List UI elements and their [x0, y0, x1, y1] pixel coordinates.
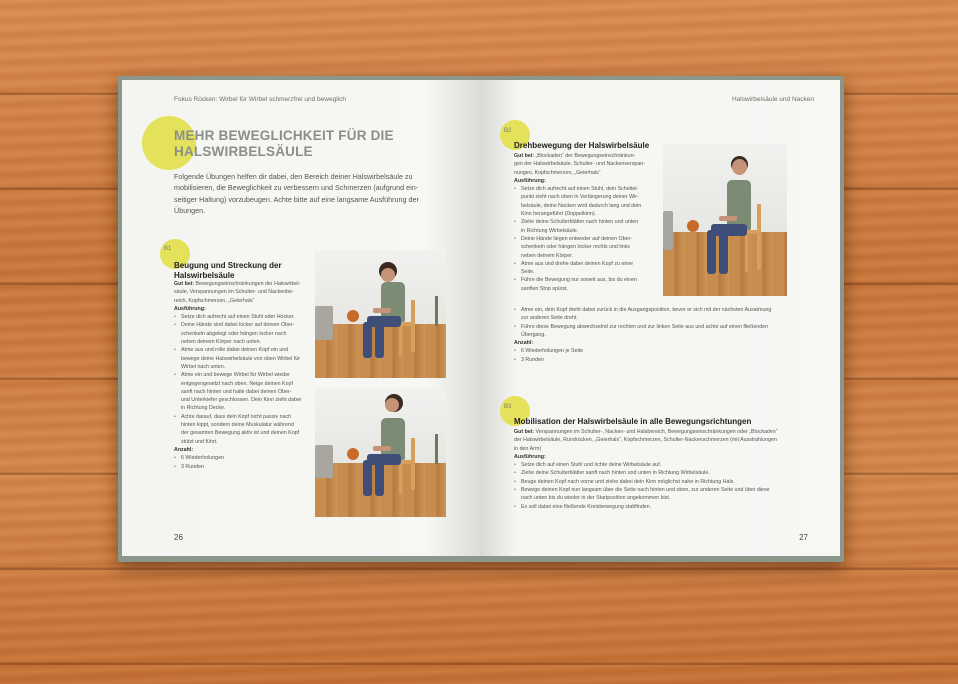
- page-number-left: 26: [174, 533, 183, 542]
- intro-text: Folgende Übungen helfen dir dabei, den Bereich deiner Halswirbelsäule zu mobilisieren, die Beweglichkeit zu verbessern und Schmerzen (aufgrund ein- seitiger Haltung) vorzubeugen. Achte bitte auf eine langsame Ausführung der Übungen.: [174, 172, 419, 215]
- list-item: • 6 Wiederholungen: [174, 454, 310, 462]
- list-item: • 3 Runden: [174, 463, 310, 471]
- list-item: • Führe die Bewegung nur soweit aus, bis du einen sanften Stop spürst.: [514, 276, 656, 293]
- list-item: • Ziehe deine Schulterblätter nach hinten und unten in Richtung Wirbelsäule.: [514, 218, 656, 235]
- exercise-photo-forward: [315, 250, 446, 378]
- list-item: • Setze dich auf einen Stuhl und richte deine Wirbelsäule auf.: [514, 461, 824, 469]
- list-item: • Beuge deinen Kopf nach vorne und ziehe dabei dein Kinn möglichst nahe in Richtung Hals.: [514, 478, 824, 486]
- list-item: • Atme aus und rolle dabei deinen Kopf ein und bewege deine Halswirbelsäule von oben Wirbel für Wirbel nach unten.: [174, 346, 310, 371]
- left-page: [122, 80, 480, 556]
- exercise-photo-backward: [315, 388, 446, 517]
- exercise-number: B2: [504, 128, 512, 134]
- running-head-right: Halswirbelsäule und Nacken: [731, 96, 814, 103]
- page-number-right: 27: [799, 533, 808, 542]
- exercise-body: Gut bei: Bewegungseinschränkungen der Halswirbel- säule, Verspannungen im Schulter- und Nackenbe- reich, Kopfschmerzen, „Geierhals“ Ausführung: • Setze dich aufrecht auf einen Stuhl oder Hocker. • Deine Hände sind dabei locker auf deinen Ober- schenkeln abgelegt oder hängen locker nach neben deinem Körper nach unten. • Atme aus und rolle dabei deinen Kopf ein und bewege deine Halswirbelsäule von oben Wirbel für Wirbel nach unten. • Atme ein und bewege Wirbel für Wirbel wieder entgegengesetzt nach oben. Neige deinen Kopf sanft nach hinten und halte dabei deinen Ober- und Unterkiefer geschlossen. Dein Kinn zieht dabei in Richtung Decke. • Achte darauf, dass dein Kopf nicht passiv nach hinten kippt, sondern deine Muskulatur während der gesamten Bewegung aktiv ist und deinen Kopf stützt und führt. Anzahl: • 6 Wiederholungen • 3 Runden: [174, 280, 310, 471]
- exercise-photo-rotation: [663, 144, 787, 296]
- list-item: • Achte darauf, dass dein Kopf nicht passiv nach hinten kippt, sondern deine Muskulatur während der gesamten Bewegung aktiv ist und deinen Kopf stützt und führt.: [174, 413, 310, 446]
- list-item: • Ziehe deine Schulterblätter sanft nach hinten und unten in Richtung Wirbelsäule.: [514, 469, 824, 477]
- exercise-body-continued: • Atme ein, dein Kopf dreht dabei zurück in die Ausgangsposition, bevor er sich mit der nächsten Ausatmung zur anderen Seite dreht. • Führe diese Bewegung abwechselnd zur rechten und zur linken Seite aus und achte auf einen fließenden Übergang. Anzahl: • 6 Wiederholungen je Seite • 3 Runden: [514, 306, 814, 364]
- exercise-title: Drehbewegung der Halswirbelsäule: [514, 141, 650, 150]
- list-item: • Deine Hände liegen entweder auf deinen Ober- schenkeln oder hängen locker rechts und links neben deinem Körper.: [514, 235, 656, 260]
- list-item: • Es soll dabei eine fließende Kreisbewegung stattfinden.: [514, 503, 824, 511]
- list-item: • Führe diese Bewegung abwechselnd zur rechten und zur linken Seite aus und achte auf einen fließenden Übergang.: [514, 323, 814, 340]
- list-item: • Atme ein und bewege Wirbel für Wirbel wieder entgegengesetzt nach oben. Neige deinen Kopf sanft nach hinten und halte dabei deinen Ober- und Unterkiefer geschlossen. Dein Kinn zieht dabei in Richtung Decke.: [174, 371, 310, 412]
- list-item: • 3 Runden: [514, 356, 814, 364]
- list-item: • Deine Hände sind dabei locker auf deinen Ober- schenkeln abgelegt oder hängen locker nach neben deinem Körper nach unten.: [174, 321, 310, 346]
- exercise-body: Gut bei: Verspannungen im Schulter-, Nacken- und Halsbereich, Bewegungseinschränkungen oder „Blockaden“ der Halswirbelsäule, Rundrücken, „Geierhals“, Kopfschmerzen, Schulter-Nackenschmerzen (mit Ausstrahlungen in den Arm) Ausführung: • Setze dich auf einen Stuhl und richte deine Wirbelsäule auf. • Ziehe deine Schulterblätter sanft nach hinten und unten in Richtung Wirbelsäule. • Beuge deinen Kopf nach vorne und ziehe dabei dein Kinn möglichst nahe in Richtung Hals. • Bewege deinen Kopf nun langsam über die Seite nach hinten und oben, zur anderen Seite und über diese nach unten bis du wieder in der Startposition angekommen bist. • Es soll dabei eine fließende Kreisbewegung stattfinden.: [514, 428, 824, 511]
- list-item: • 6 Wiederholungen je Seite: [514, 347, 814, 355]
- exercise-body: Gut bei: „Blockaden“ der Bewegungseinschränkun- gen der Halswirbelsäule, Schulter- und Nackenverspan- nungen, Kopfschmerzen, „Geierhals“ Ausführung: • Setze dich aufrecht auf einen Stuhl, dein Scheitel- punkt zieht nach oben in Verlängerung deiner Wir- belsäule, deine Nacken wird dadurch lang und dein Kinn herangeführt (Doppelkinn). • Ziehe deine Schulterblätter nach hinten und unten in Richtung Wirbelsäule. • Deine Hände liegen entweder auf deinen Ober- schenkeln oder hängen locker rechts und links neben deinem Körper. • Atme aus und drehe dabei deinen Kopf zu einer Seite. • Führe die Bewegung nur soweit aus, bis du einen sanften Stop spürst.: [514, 152, 656, 293]
- list-item: • Atme ein, dein Kopf dreht dabei zurück in die Ausgangsposition, bevor er sich mit der nächsten Ausatmung zur anderen Seite dreht.: [514, 306, 814, 323]
- exercise-number: B1: [164, 246, 172, 252]
- right-page: [480, 80, 840, 556]
- list-item: • Setze dich aufrecht auf einen Stuhl oder Hocker.: [174, 313, 310, 321]
- list-item: • Setze dich aufrecht auf einen Stuhl, dein Scheitel- punkt zieht nach oben in Verlängerung deiner Wir- belsäule, deine Nacken wird dadurch lang und dein Kinn herangeführt (Doppelkinn).: [514, 185, 656, 218]
- exercise-title: Beugung und Streckung der Halswirbelsäule: [174, 261, 282, 280]
- list-item: • Atme aus und drehe dabei deinen Kopf zu einer Seite.: [514, 260, 656, 277]
- list-item: • Bewege deinen Kopf nun langsam über die Seite nach hinten und oben, zur anderen Seite und über diese nach unten bis du wieder in der Startposition angekommen bist.: [514, 486, 824, 503]
- page-title: MEHR BEWEGLICHKEIT FÜR DIE HALSWIRBELSÄULE: [174, 128, 394, 159]
- exercise-title: Mobilisation der Halswirbelsäule in alle Bewegungsrichtungen: [514, 417, 752, 426]
- running-head-left: Fokus Rücken: Wirbel für Wirbel schmerzfrei und beweglich: [174, 96, 346, 103]
- exercise-number: B3: [504, 404, 512, 410]
